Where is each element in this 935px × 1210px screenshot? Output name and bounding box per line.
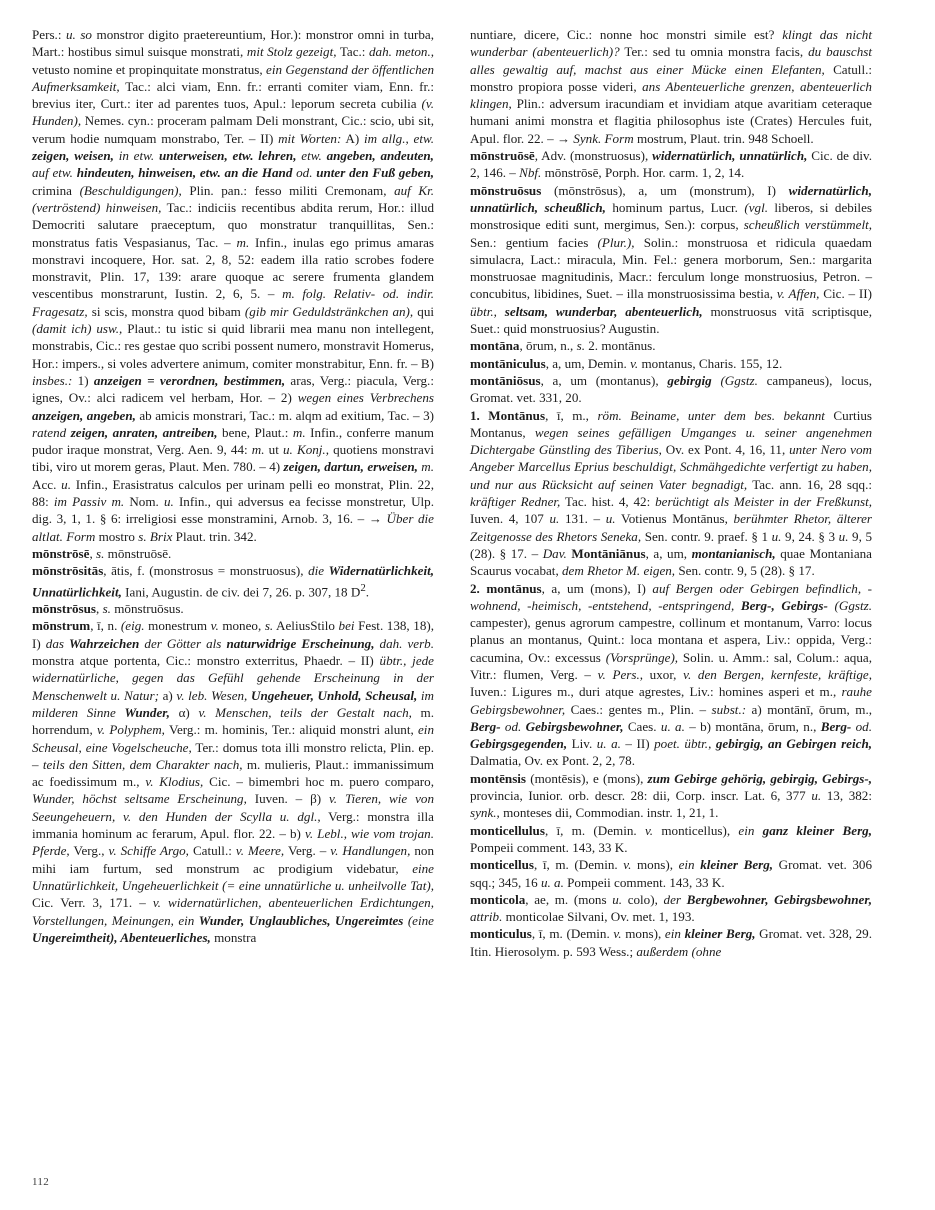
page-folio-number: 112 bbox=[32, 1176, 49, 1188]
dictionary-entry: monticellulus, ī, m. (Demin. v. monticellus), ein ganz kleiner Berg, Pompeii comment. 143, 33 K. bbox=[470, 822, 872, 855]
dictionary-entry: montēnsis (montēsis), e (mons), zum Gebirge gehörig, gebirgig, Gebirgs-, provincia, Iunior. orb. descr. 28: dii, Corp. inscr. Lat. 6, 377 u. 13, 382: synk., monteses dii, Commodian. instr. 1, 21, 1. bbox=[470, 770, 872, 821]
dictionary-entry: mōnstrōsus, s. mōnstruōsus. bbox=[32, 601, 184, 617]
dictionary-entry: montāniōsus, a, um (montanus), gebirgig (Ggstz. campaneus), locus, Gromat. vet. 331, 20. bbox=[470, 372, 872, 406]
entry-continuation: nuntiare, dicere, Cic.: nonne hoc monstri simile est? klingt das nicht wunderbar (abenteuerlich)? Ter.: sed tu omnia monstra facis, du bauschst alles gewaltig auf, machst aus einer Mücke einen Elefanten, Catull.: monstro propiora posse videri, ans Abenteuerliche grenzen, abenteuerlich klingen, Plin.: adversum iracundiam et invidiam atque avaritiam ceteraque humani animi monstra et flagitia philosophus iste (Crates) Hercules fuit, Apul. flor. 22. – → Synk. Form mostrum, Plaut. trin. 948 Schoell. bbox=[470, 27, 872, 146]
page-columns bbox=[0, 26, 935, 960]
dictionary-entry: monticellus, ī, m. (Demin. v. mons), ein kleiner Berg, Gromat. vet. 306 sqq.; 345, 16 u. a. Pompeii comment. 143, 33 K. bbox=[470, 857, 872, 890]
dictionary-entry: 2. montānus, a, um (mons), I) auf Bergen oder Gebirgen befindlich, -wohnend, -heimisch, -entstehend, -entspringend, Berg-, Gebirgs- (Ggstz. campester), genus agrorum campestre, collinum et montanum, Varro: locus planus an montanus, Quint.: loca montana et aspera, Liv.: oppida, Verg.: cacumina, Ov.: excessus (Vorsprünge), Solin. u. Amm.: sal, Colum.: aqua, Vitr.: flumen, Verg. – v. Pers., uxor, v. den Bergen, kernfeste, kräftige, Iuven.: Ligures m., duri atque agrestes, Liv.: homines asperi et m., rauhe Gebirgsbewohner, Caes.: gentes m., Plin. – subst.: a) montānī, ōrum, m., Berg- od. Gebirgsbewohner, Caes. u. a. – b) montāna, ōrum, n., Berg- od. Gebirgsgegenden, Liv. u. a. – II) poet. übtr., gebirgig, an Gebirgen reich, Dalmatia, Ov. ex Pont. 2, 2, 78. bbox=[470, 580, 873, 769]
dictionary-entry: mōnstrōsē, s. mōnstruōsē. bbox=[32, 545, 172, 561]
dictionary-entry: montāniculus, a, um, Demin. v. montanus, Charis. 155, 12. bbox=[470, 355, 783, 371]
dictionary-entry: montāna, ōrum, n., s. 2. montānus. bbox=[470, 338, 656, 354]
entry-continuation: Pers.: u. so monstror digito praetereuntium, Hor.): monstror omni in turba, Mart.: hostibus simul suisque monstrati, mit Stolz gezeigt, Tac.: dah. meton., vetusto nomine et propinquitate monstratus, ein Gegenstand der öffentlichen Aufmerksamkeit, Tac.: alci viam, Enn. fr.: erranti comiter viam, Enn. fr.: brevius iter, Curt.: iter ad parentes tuos, Apul.: leporum secreta cubilia (v. Hunden), Nemes. cyn.: proceram palmam Deli monstrant, Cic.: scio, ubi sit, verum hodie numquam monstrabo, Ter. – II) mit Worten: A) im allg., etw. zeigen, weisen, in etw. unterweisen, etw. lehren, etw. angeben, andeuten, auf etw. hindeuten, hinweisen, etw. an die Hand od. unter den Fuß geben, crimina (Beschuldigungen), Plin. pan.: fesso militi Cremonam, auf Kr. (vertröstend) hinweisen, Tac.: indiciis recentibus abdita rerum, Hor.: illud Democriti salutare praeceptum, quo monstratur tranquillitas, Sen.: monstratus fatis Vespasianus, Tac. – m. Infin., inulas ego primus amaras monstravi incoquere, Hor. sat. 2, 8, 52: eadem illa ratio scrobes fodere monstravit, Plin. 17, 139: arare quoque ac serere frumenta glandem vescentibus monstrarunt, Iustin. 2, 6, 5. – m. folg. Relativ- od. indir. Fragesatz, si scis, monstra quod bibam (gib mir Geduldstränkchen an), qui (damit ich) usw., Plaut.: tu istic si quid librarii mea manu non intellegent, monstrabis, Cic.: res gestae quo scribi possent numero, monstravit Homerus, Hor.: impers., si voles advertere animum, comiter monstrabitur, Enn. fr. – B) insbes.: 1) anzeigen = verordnen, bestimmen, aras, Verg.: piacula, Verg.: ignes, Ov.: alci radicem vel herbam, Hor. – 2) wegen eines Verbrechens anzeigen, angeben, ab amicis monstrari, Tac.: m. alqm ad exitium, Tac. – 3) ratend zeigen, anraten, antreiben, bene, Plaut.: m. Infin., conferre manum pudor iraque monstrat, Verg. Aen. 9, 44: m. ut u. Konj., quotiens monstravi tibi, viro ut morem geras, Plaut. Men. 780. – 4) zeigen, dartun, erweisen, m. Acc. u. Infin., Erasistratus calculos per urinam pelli eo monstrat, Plin. 22, 88: im Passiv m. Nom. u. Infin., qui adversus ea fecisse monstretur, Ulp. dig. 3, 1, 1. § 6: irreligiosi esse monstramini, Arnob. 3, 16. – → Über die altlat. Form mostro s. Brix Plaut. trin. 342. bbox=[32, 27, 435, 544]
dictionary-entry: mōnstrum, ī, n. (eig. monestrum v. moneo, s. AeliusStilo bei Fest. 138, 18), I) das Wahrzeichen der Götter als naturwidrige Erscheinung, dah. verb. monstra atque portenta, Cic.: monstro exterritus, Phaedr. – II) übtr., jede widernatürliche, gegen das Gefühl gehende Erscheinung in der Menschenwelt u. Natur; a) v. leb. Wesen, Ungeheuer, Unhold, Scheusal, im milderen Sinne Wunder, α) v. Menschen, teils der Gestalt nach, m. horrendum, v. Polyphem, Verg.: m. hominis, Ter.: aliquid monstri alunt, ein Scheusal, eine Vogelscheuche, Ter.: domus tota illi monstro relicta, Plin. ep. – teils den Sitten, dem Charakter nach, m. mulieris, Plaut.: immanissimum ac foedissimum m., v. Klodius, Cic. – bimembri hoc m. puero comparo, Wunder, höchst seltsame Erscheinung, Iuven. – β) v. Tieren, wie von Seeungeheuern, v. den Hunden der Scylla u. dgl., Verg.: monstra illa immania hominum ac ferarum, Apul. flor. 22. – b) v. Lebl., wie vom trojan. Pferde, Verg., v. Schiffe Argo, Catull.: v. Meere, Verg. – v. Handlungen, non mihi iam furtum, sed monstrum ac prodigium videbatur, eine Unnatürlichkeit, Ungeheuerlichkeit (= eine unnatürliche u. unheilvolle Tat), Cic. Verr. 3, 171. – v. widernatürlichen, abenteuerlichen Erdichtungen, Vorstellungen, Meinungen, ein Wunder, Unglaubliches, Ungereimtes (eine Ungereimtheit), Abenteuerliches, monstra bbox=[32, 618, 435, 945]
column-left bbox=[32, 26, 434, 946]
dictionary-entry: monticola, ae, m. (mons u. colo), der Bergbewohner, Gebirgsbewohner, attrib. monticolae Silvani, Ov. met. 1, 193. bbox=[470, 891, 872, 925]
dictionary-entry: mōnstrōsitās, ātis, f. (monstrosus = monstruosus), die Widernatürlichkeit, Unnatürlichkeit, Iani, Augustin. de civ. dei 7, 26. p. 307, 18 $D^2$. bbox=[32, 563, 434, 599]
dictionary-entry: 1. Montānus, ī, m., röm. Beiname, unter dem bes. bekannt Curtius Montanus, wegen seines gefälligen Umganges u. seiner angenehmen Dichtergabe Günstling des Tiberius, Ov. ex Pont. 4, 16, 11, unter Nero vom Angeber Marcellus Eprius beschuldigt, Schmähgedichte verfertigt zu haben, und nur aus Rücksicht auf seinen Vater begnadigt, Tac. ann. 16, 28 sqq.: kräftiger Redner, Tac. hist. 4, 42: berüchtigt als Meister in der Freßkunst, Iuven. 4, 107 u. 131. – u. Votienus Montānus, berühmter Rhetor, älterer Zeitgenosse des Rhetors Seneka, Sen. contr. 9. praef. § 1 u. 9, 24. § 3 u. 9, 5 (28). § 17. – Dav. Montāniānus, a, um, montanianisch, quae Montaniana Scaurus vocabat, dem Rhetor M. eigen, Sen. contr. 9, 5 (28). § 17. bbox=[470, 407, 873, 579]
dictionary-entry: mōnstruōsē, Adv. (monstruosus), widernatürlich, unnatürlich, Cic. de div. 2, 146. – Nbf. mōnstrōsē, Porph. Hor. carm. 1, 2, 14. bbox=[470, 148, 872, 181]
dictionary-entry: mōnstruōsus (mōnstrōsus), a, um (monstrum), I) widernatürlich, unnatürlich, scheußlich, hominum partus, Lucr. (vgl. liberos, si debiles monstrosique editi sunt, mergimus, Sen.): corpus, scheußlich verstümmelt, Sen.: gentium facies (Plur.), Solin.: monstruosa et ridicula quaedam simulacra, Lact.: miracula, Min. Fel.: genera morborum, Sen.: margarita monstruosae magnitudinis, Macr.: ferculum longe monstruosius, Petron. – concubitus, libidines, Suet. – illa monstruosissima bestia, v. Affen, Cic. – II) übtr., seltsam, wunderbar, abenteuerlich, monstruosus vitā scriptisque, Suet.: quid monstruosius? Augustin. bbox=[470, 182, 872, 337]
dictionary-entry: monticulus, ī, m. (Demin. v. mons), ein kleiner Berg, Gromat. vet. 328, 29. Itin. Hierosolym. p. 593 Wess.; außerdem (ohne bbox=[470, 926, 872, 959]
column-right bbox=[470, 26, 872, 960]
